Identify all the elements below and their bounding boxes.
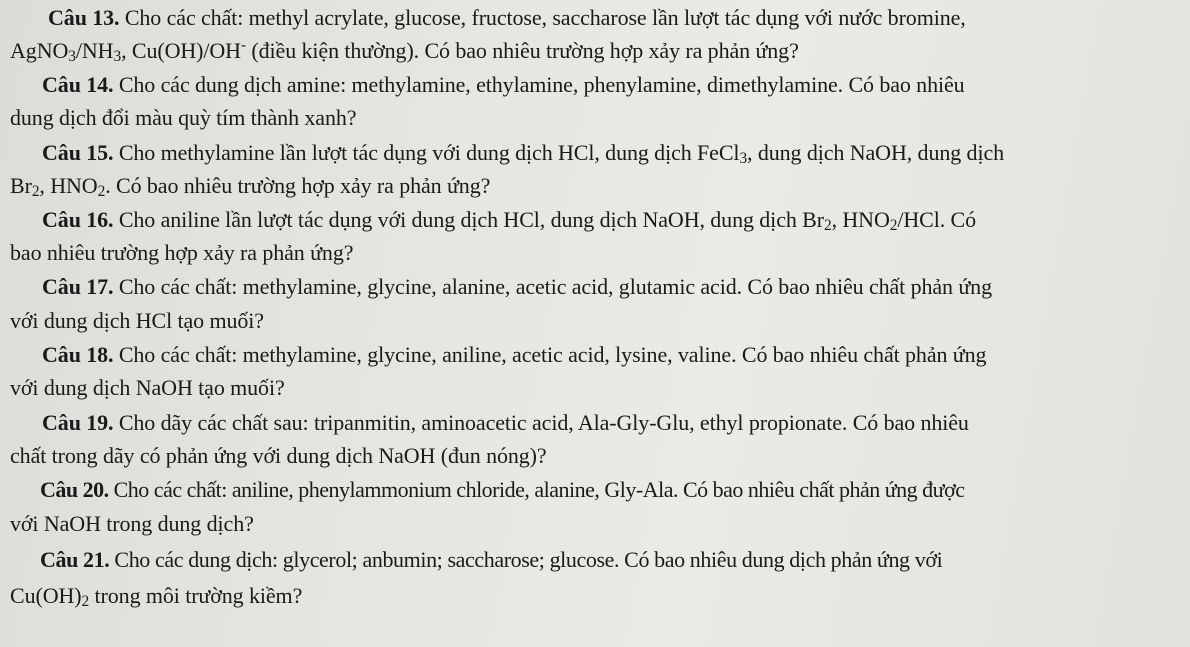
question-19-line-1: Câu 19. Cho dãy các chất sau: tripanmitin, aminoacetic acid, Ala-Gly-Glu, ethyl propionate. Có bao nhiêu: [42, 410, 969, 435]
question-16-number: Câu 16.: [42, 207, 114, 232]
question-13-line-1: Câu 13. Cho các chất: methyl acrylate, glucose, fructose, saccharose lần lượt tác dụng với nước bromine,: [48, 5, 966, 30]
question-15-line-1: Câu 15. Cho methylamine lần lượt tác dụng với dung dịch HCl, dung dịch FeCl$_3$, dung dịch NaOH, dung dịch: [42, 140, 1005, 168]
question-15-number: Câu 15.: [42, 140, 114, 165]
question-13-number: Câu 13.: [48, 5, 120, 30]
question-15-line-2: $Br_2$, $HNO_2$. Có bao nhiêu trường hợp xảy ra phản ứng?: [10, 173, 491, 201]
question-17-line-2: với dung dịch HCl tạo muối?: [10, 308, 264, 333]
question-16-line-1: Câu 16. Cho aniline lần lượt tác dụng với dung dịch HCl, dung dịch NaOH, dung dịch $Br_2$, $HNO_2$/HCl. Có: [42, 207, 977, 235]
question-17-number: Câu 17.: [42, 274, 114, 299]
question-16-line-2: bao nhiêu trường hợp xảy ra phản ứng?: [10, 240, 354, 265]
question-18-line-2: với dung dịch NaOH tạo muối?: [10, 375, 285, 400]
question-20-line-1: Câu 20. Cho các chất: aniline, phenylammonium chloride, alanine, Gly-Ala. Có bao nhiêu chất phản ứng được: [40, 477, 965, 502]
question-18-line-1: Câu 18. Cho các chất: methylamine, glycine, aniline, acetic acid, lysine, valine. Có bao nhiêu chất phản ứng: [42, 342, 987, 367]
question-14-line-1: Câu 14. Cho các dung dịch amine: methylamine, ethylamine, phenylamine, dimethylamine. Có bao nhiêu: [42, 72, 965, 97]
question-20-line-2: với NaOH trong dung dịch?: [10, 511, 254, 536]
question-18-number: Câu 18.: [42, 342, 114, 367]
question-14-number: Câu 14.: [42, 72, 114, 97]
question-13-line-2: $AgNO_3/NH_3$, Cu(OH)/OH- (điều kiện thường). Có bao nhiêu trường hợp xảy ra phản ứng?: [10, 36, 799, 66]
question-21-number: Câu 21.: [40, 547, 110, 572]
question-19-number: Câu 19.: [42, 410, 114, 435]
question-21-line-1: Câu 21. Cho các dung dịch: glycerol; anbumin; saccharose; glucose. Có bao nhiêu dung dịch phản ứng với: [40, 547, 943, 572]
question-14-line-2: dung dịch đổi màu quỳ tím thành xanh?: [10, 105, 357, 130]
question-21-line-2: $Cu(OH)_2$ trong môi trường kiềm?: [10, 583, 303, 611]
question-19-line-2: chất trong dãy có phản ứng với dung dịch NaOH (đun nóng)?: [10, 443, 547, 468]
question-17-line-1: Câu 17. Cho các chất: methylamine, glycine, alanine, acetic acid, glutamic acid. Có bao nhiêu chất phản ứng: [42, 274, 992, 299]
question-20-number: Câu 20.: [40, 477, 109, 502]
